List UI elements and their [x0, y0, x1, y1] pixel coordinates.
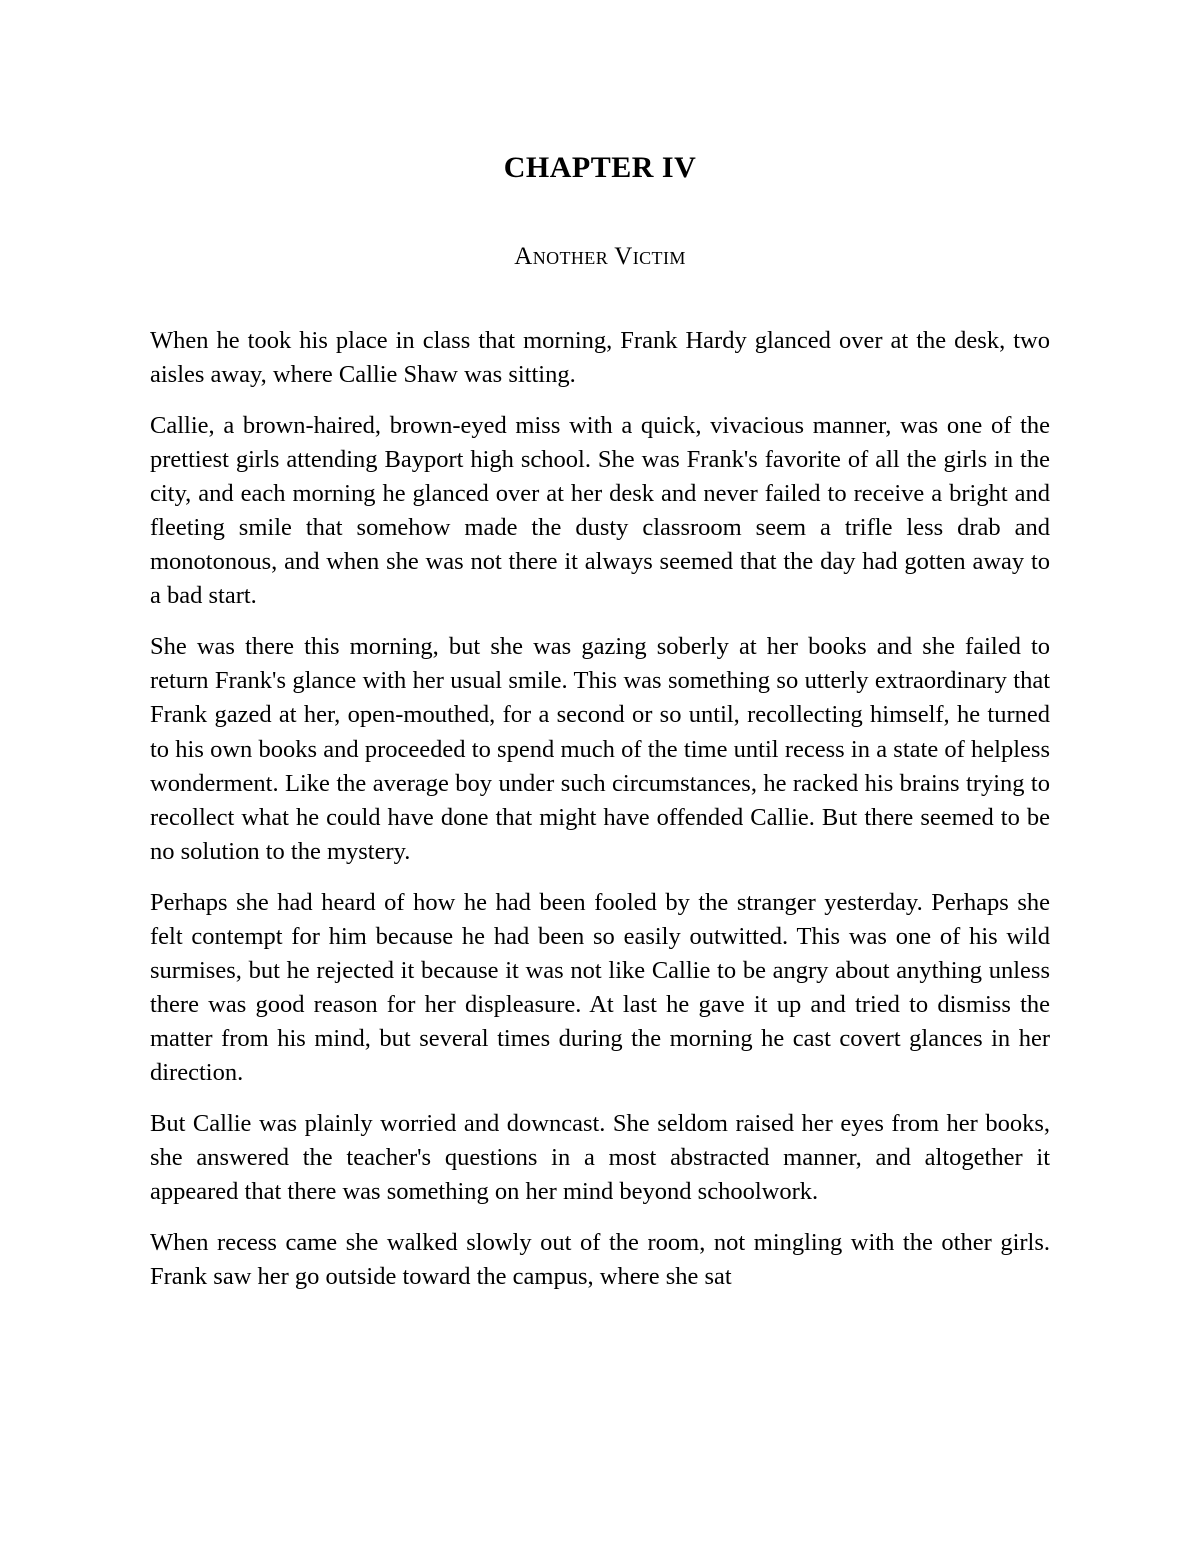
paragraph: When he took his place in class that morning, Frank Hardy glanced over at the desk, two aisles away, where Callie Shaw was sitting.: [150, 327, 1050, 389]
paragraph: Perhaps she had heard of how he had been fooled by the stranger yesterday. Perhaps she felt contempt for him because he had been so easily outwitted. This was one of his wild surmises, but he rejected it because it was not like Callie to be angry about anything unless there was good reason for her displeasure. At last he gave it up and tried to dismiss the matter from his mind, but several times during the morning he cast covert glances in her direction.: [150, 888, 1050, 1086]
chapter-title-heading: Another Victim: [514, 243, 686, 270]
paragraph: But Callie was plainly worried and downcast. She seldom raised her eyes from her books, she answered the teacher's questions in a most abstracted manner, and altogether it appeared that there was something on her mind beyond schoolwork.: [150, 1109, 1050, 1206]
paragraph: She was there this morning, but she was gazing soberly at her books and she failed to return Frank's glance with her usual smile. This was something so utterly extraordinary that Frank gazed at her, open-mouthed, for a second or so until, recollecting himself, he turned to his own books and proceeded to spend much of the time until recess in a state of helpless wonderment. Like the average boy under such circumstances, he racked his brains trying to recollect what he could have done that might have offended Callie. But there seemed to be no solution to the mystery.: [150, 633, 1050, 865]
chapter-number-heading: CHAPTER IV: [503, 151, 697, 184]
paragraph: When recess came she walked slowly out of the room, not mingling with the other girls. Frank saw her go outside toward the campus, where she sat: [150, 1229, 1050, 1291]
paragraph: Callie, a brown-haired, brown-eyed miss with a quick, vivacious manner, was one of the prettiest girls attending Bayport high school. She was Frank's favorite of all the girls in the city, and each morning he glanced over at her desk and never failed to receive a bright and fleeting smile that somehow made the dusty classroom seem a trifle less drab and monotonous, and when she was not there it always seemed that the day had gotten away to a bad start.: [150, 412, 1050, 610]
body-text: [150, 324, 1050, 1294]
